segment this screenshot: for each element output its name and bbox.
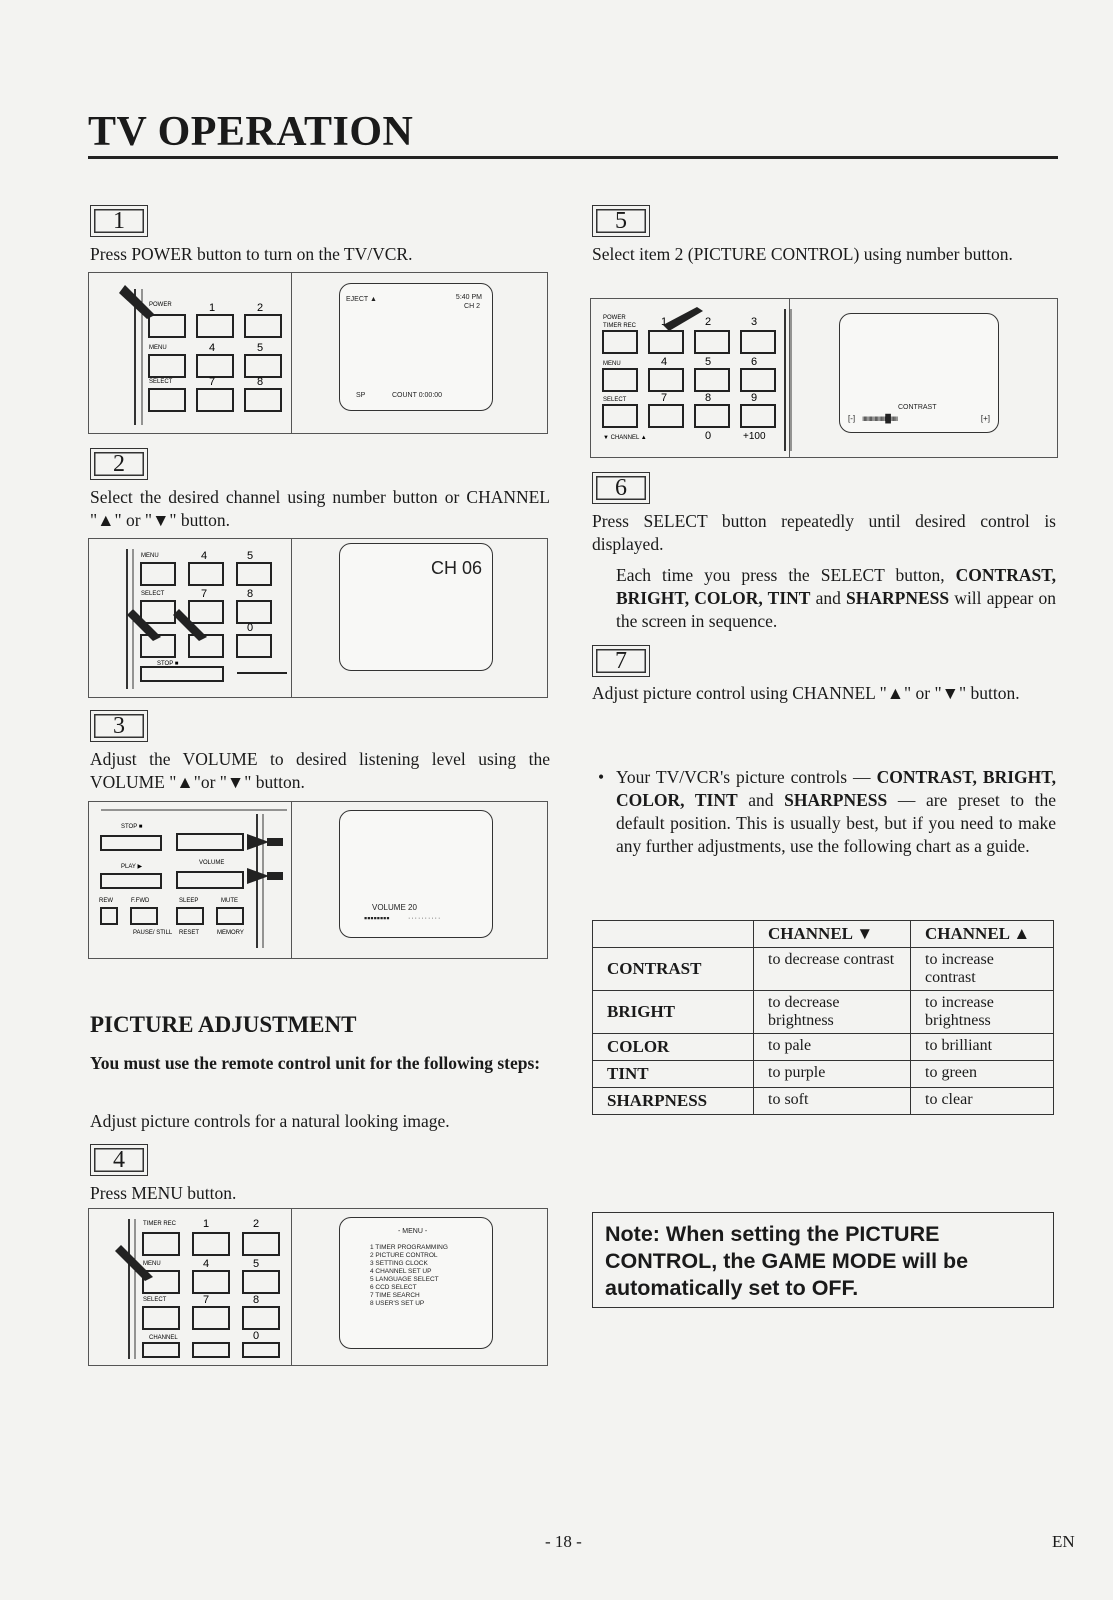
svg-text:MENU: MENU <box>143 1261 161 1267</box>
step-number-3: 3 <box>90 710 148 742</box>
table-header-cell <box>593 921 754 948</box>
bullet-text: Your TV/VCR's picture controls — CONTRAST, BRIGHT, COLOR, TINT and SHARPNESS — are preset to the default position. This is usually best, but if you need to make any further adjustments, use the following chart as a guide. <box>616 767 1057 856</box>
menu-item: 1 TIMER PROGRAMMING <box>370 1244 448 1251</box>
svg-text:STOP ■: STOP ■ <box>157 661 179 667</box>
step-5-illustration <box>590 298 1058 458</box>
step-number-6: 6 <box>592 472 650 504</box>
menu-item: 4 CHANNEL SET UP <box>370 1268 432 1275</box>
svg-text:7: 7 <box>661 392 668 404</box>
svg-text:SELECT: SELECT <box>143 1297 167 1303</box>
svg-text:4: 4 <box>209 342 216 354</box>
table-row: COLOR to pale to brilliant <box>593 1034 1054 1061</box>
step-4-text: Press MENU button. <box>90 1183 237 1203</box>
remote-warning: You must use the remote control unit for the following steps: <box>90 1053 541 1073</box>
svg-text:MENU: MENU <box>141 553 159 559</box>
svg-text:TIMER REC: TIMER REC <box>603 323 636 329</box>
step-1-illustration <box>88 272 548 434</box>
step-6-text: Press SELECT button repeatedly until desired control is displayed. <box>592 511 1056 554</box>
menu-item: 7 TIME SEARCH <box>370 1292 420 1299</box>
svg-text:MENU: MENU <box>149 345 167 351</box>
tv-screen-3: VOLUME 20 ▪▪▪▪▪▪▪▪ ·········· <box>339 810 493 938</box>
step-number-1: 1 <box>90 205 148 237</box>
svg-text:STOP ■: STOP ■ <box>121 824 143 830</box>
step-2-illustration <box>88 538 548 698</box>
picture-control-chart <box>592 920 1054 1115</box>
step-number-7: 7 <box>592 645 650 677</box>
step-4-illustration <box>88 1208 548 1366</box>
remote-keypad-illustration <box>97 545 297 691</box>
step-5-text: Select item 2 (PICTURE CONTROL) using number button. <box>592 244 1013 264</box>
svg-text:1: 1 <box>209 302 216 314</box>
svg-text:2: 2 <box>253 1218 260 1230</box>
svg-text:2: 2 <box>705 316 712 328</box>
svg-text:+100: +100 <box>743 431 766 442</box>
svg-text:PAUSE/ STILL: PAUSE/ STILL <box>133 930 173 936</box>
title-rule <box>88 156 1058 159</box>
tv-screen-2: CH 06 <box>339 543 493 671</box>
svg-text:4: 4 <box>203 1258 210 1270</box>
table-row: SHARPNESS to soft to clear <box>593 1088 1054 1115</box>
step-3-text: Adjust the VOLUME to desired listening level using the VOLUME "▲"or "▼" button. <box>90 749 550 792</box>
svg-text:MUTE: MUTE <box>221 898 238 904</box>
svg-text:REW: REW <box>99 898 113 904</box>
tv-screen-1: EJECT ▲ 5:40 PM CH 2 SP COUNT 0:00:00 <box>339 283 493 411</box>
svg-text:PLAY ▶: PLAY ▶ <box>121 864 143 870</box>
svg-text:TIMER REC: TIMER REC <box>143 1221 176 1227</box>
menu-item: 3 SETTING CLOCK <box>370 1260 428 1267</box>
table-row: BRIGHT to decrease brightness to increase brightness <box>593 991 1054 1034</box>
table-header-row <box>593 921 1054 948</box>
svg-text:8: 8 <box>247 588 254 600</box>
svg-text:7: 7 <box>209 376 216 388</box>
bullet-dot: • <box>598 767 605 787</box>
table-row: CONTRAST to decrease contrast to increase contrast <box>593 948 1054 991</box>
svg-text:1: 1 <box>661 316 668 328</box>
svg-text:6: 6 <box>751 356 758 368</box>
remote-keypad-illustration <box>97 279 297 427</box>
svg-text:4: 4 <box>661 356 668 368</box>
menu-item: 6 CCD SELECT <box>370 1284 417 1291</box>
menu-list <box>370 1244 448 1308</box>
svg-text:SELECT: SELECT <box>141 591 165 597</box>
tv-screen-menu: - MENU - 1 TIMER PROGRAMMING 2 PICTURE CONTROL 3 SETTING CLOCK 4 CHANNEL SET UP 5 LANGUAGE SELECT 6 CCD SELECT 7 TIME SEARCH 8 USER'S SET UP <box>339 1217 493 1349</box>
svg-text:MEMORY: MEMORY <box>217 930 244 936</box>
step-3-illustration <box>88 801 548 959</box>
svg-text:RESET: RESET <box>179 930 200 936</box>
table-row: TINT to purple to green <box>593 1061 1054 1088</box>
svg-text:5: 5 <box>247 550 254 562</box>
language-tab: EN <box>1052 1532 1075 1551</box>
svg-text:0: 0 <box>705 430 712 442</box>
menu-item: 2 PICTURE CONTROL <box>370 1252 438 1259</box>
table-header-cell: CHANNEL ▼ <box>754 921 911 948</box>
step-number-5: 5 <box>592 205 650 237</box>
remote-volume-illustration <box>97 808 297 954</box>
step-number-2: 2 <box>90 448 148 480</box>
svg-text:SELECT: SELECT <box>149 379 173 385</box>
svg-text:5: 5 <box>253 1258 260 1270</box>
remote-keypad-illustration <box>97 1215 297 1361</box>
note-box: Note: When setting the PICTURE CONTROL, the GAME MODE will be automatically set to OFF. <box>592 1212 1054 1308</box>
svg-text:SLEEP: SLEEP <box>179 898 199 904</box>
svg-text:7: 7 <box>201 588 208 600</box>
svg-text:POWER: POWER <box>149 302 172 308</box>
adjust-intro: Adjust picture controls for a natural looking image. <box>90 1111 450 1131</box>
svg-text:7: 7 <box>203 1294 210 1306</box>
svg-text:POWER: POWER <box>603 315 626 321</box>
svg-text:CHANNEL: CHANNEL <box>149 1335 178 1341</box>
svg-text:8: 8 <box>257 376 264 388</box>
menu-item: 8 USER'S SET UP <box>370 1300 425 1307</box>
svg-text:F.FWD: F.FWD <box>131 898 150 904</box>
step-1-text: Press POWER button to turn on the TV/VCR. <box>90 244 413 264</box>
tv-screen-contrast: CONTRAST [-] ııııııııııııııııııı█ıııııı [+] <box>839 313 999 433</box>
svg-text:0: 0 <box>253 1330 260 1342</box>
svg-text:9: 9 <box>751 392 758 404</box>
svg-text:2: 2 <box>257 302 264 314</box>
page-title: TV OPERATION <box>88 109 414 155</box>
step-6-detail: Each time you press the SELECT button, CONTRAST, BRIGHT, COLOR, TINT and SHARPNESS will appear on the screen in sequence. <box>616 565 1056 631</box>
step-number-4: 4 <box>90 1144 148 1176</box>
step-7-text: Adjust picture control using CHANNEL "▲" or "▼" button. <box>592 683 1020 703</box>
svg-text:8: 8 <box>705 392 712 404</box>
table-header-cell: CHANNEL ▲ <box>911 921 1054 948</box>
svg-text:4: 4 <box>201 550 208 562</box>
svg-text:8: 8 <box>253 1294 260 1306</box>
remote-keypad-illustration <box>599 305 799 451</box>
svg-text:3: 3 <box>751 316 758 328</box>
svg-text:MENU: MENU <box>603 361 621 367</box>
svg-text:VOLUME: VOLUME <box>199 860 225 866</box>
menu-item: 5 LANGUAGE SELECT <box>370 1276 439 1283</box>
svg-text:1: 1 <box>203 1218 210 1230</box>
svg-text:5: 5 <box>257 342 264 354</box>
picture-adjustment-heading: PICTURE ADJUSTMENT <box>90 1012 357 1037</box>
svg-text:5: 5 <box>705 356 712 368</box>
svg-text:0: 0 <box>247 622 254 634</box>
svg-text:▼ CHANNEL ▲: ▼ CHANNEL ▲ <box>603 435 647 441</box>
page-number: - 18 - <box>545 1532 582 1551</box>
step-2-text: Select the desired channel using number button or CHANNEL "▲" or "▼" button. <box>90 487 550 530</box>
svg-text:SELECT: SELECT <box>603 397 627 403</box>
